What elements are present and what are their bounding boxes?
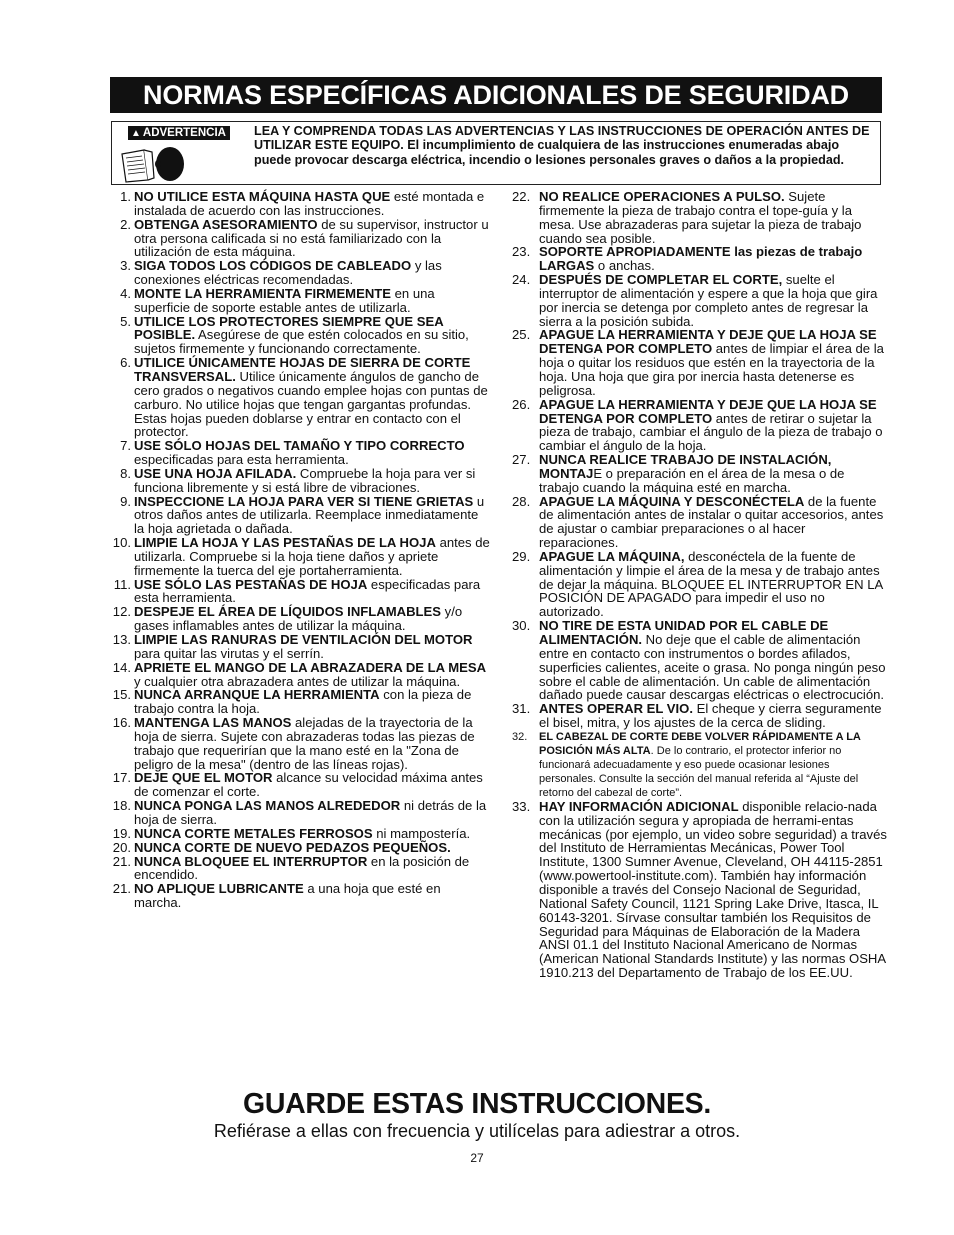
item-text: Asegúrese de que estén colocados en su sitio, sujetos firmemente y funcionando correctamente.: [134, 327, 469, 357]
item-bold-text: NUNCA REALICE TRABAJO DE INSTALACIÓN, MONTAJ: [539, 452, 832, 481]
list-item: [512, 495, 887, 550]
item-text: No deje que el cable de alimentación entre en contacto con instrumentos o bordes afilados, superficies calientes, aceite o grasa. No ponga ningún peso sobre el cable de alimentación. Un cable de alimentación dañado puede causar descargas eléctricas o electrocución.: [539, 632, 886, 703]
list-item: [110, 190, 490, 218]
item-number: 5.: [120, 313, 131, 329]
list-item: [512, 453, 887, 495]
list-item: [512, 398, 887, 453]
item-text: antes de retirar o sujetar la pieza de trabajo, cambiar el ángulo de la pieza de trabajo o cambiar el ángulo de la hoja.: [539, 410, 883, 454]
item-bold-text: LIMPIE LA HOJA Y LAS PESTAÑAS DE LA HOJA: [134, 535, 436, 551]
item-bold-text: DEJE QUE EL MOTOR: [134, 770, 273, 786]
item-bold-text: NO REALICE OPERACIONES A PULSO.: [539, 189, 785, 204]
list-item: [512, 245, 887, 273]
item-number: 16.: [112, 715, 131, 731]
item-number: 10.: [112, 535, 131, 551]
item-text: con la pieza de trabajo contra la hoja.: [134, 687, 472, 717]
item-bold-text: SIGA TODOS LOS CÓDIGOS DE CABLEADO: [134, 258, 412, 274]
item-number: 19.: [112, 825, 131, 841]
item-bold-text: OBTENGA ASESORAMIENTO: [134, 216, 318, 232]
item-text: de la fuente de alimentación antes de instalar o quitar accesorios, antes de ajustar o cambiar preparaciones o al hacer reparaciones.: [539, 493, 884, 551]
list-item: [110, 841, 490, 855]
list-item: [110, 578, 490, 606]
warning-badge-label: ADVERTENCIA: [142, 127, 226, 139]
item-text: alejadas de la trayectoria de la hoja de sierra. Sujete con abrazaderas todas las piezas de trabajo que requerirían que la mano esté en la "Zona de peligro de la mesa" (dentro de las líneas rojas).: [134, 715, 475, 772]
item-text: en la posición de encendido.: [134, 853, 470, 883]
list-item: [110, 287, 490, 315]
list-item: [110, 799, 490, 827]
list-item: [110, 536, 490, 578]
list-item: [110, 467, 490, 495]
item-text: para quitar las virutas y el serrín.: [134, 645, 324, 661]
item-bold-text: APRIETE EL MANGO DE LA ABRAZADERA DE LA MESA: [134, 659, 487, 675]
item-text: y las conexiones eléctricas recomendadas.: [134, 258, 442, 288]
item-bold-text: INSPECCIONE LA HOJA PARA VER SI TIENE GRIETAS: [134, 493, 474, 509]
warning-box: [111, 121, 881, 185]
item-number: 13.: [112, 632, 131, 647]
item-text: u otros daños antes de utilizarla. Reemplace inmediatamente la hoja agrietada o dañada.: [134, 493, 485, 537]
list-item: [110, 605, 490, 633]
list-item: [512, 702, 887, 730]
header-banner: [110, 77, 882, 113]
page-title: NORMAS ESPECÍFICAS ADICIONALES DE SEGURIDAD: [143, 79, 849, 110]
item-text: especificadas para esta herramienta.: [134, 452, 349, 468]
list-item: [110, 882, 490, 910]
item-number: 8.: [120, 465, 131, 481]
item-bold-text: ANTES OPERAR EL VIO.: [539, 701, 693, 717]
item-bold-text: HAY INFORMACIÓN ADICIONAL: [539, 798, 739, 814]
item-bold-text: MANTENGA LAS MANOS: [134, 715, 292, 731]
footer-subtitle: Refiérase a ellas con frecuencia y utilícelas para adiestrar a otros.: [213, 1121, 741, 1141]
item-number: 3.: [120, 258, 131, 274]
item-number: 31.: [512, 701, 531, 717]
item-number: 7.: [120, 438, 131, 454]
item-number: 17.: [112, 770, 131, 786]
right-column: [512, 190, 887, 980]
item-bold-text: NUNCA CORTE DE NUEVO PEDAZOS PEQUEÑOS.: [134, 839, 451, 855]
item-number: 18.: [112, 798, 131, 814]
item-text: suelte el interruptor de alimentación y espere a que la hoja que gira por inercia se detenga por completo antes de regresar la sierra a la posición subida.: [539, 272, 878, 329]
item-bold-text: EL CABEZAL DE CORTE DEBE VOLVER RÁPIDAMENTE A LA POSICIÓN MÁS ALTA: [539, 730, 861, 757]
item-number: 28.: [512, 493, 531, 509]
item-bold-text: USE SÓLO HOJAS DEL TAMAÑO Y TIPO CORRECTO: [134, 438, 465, 454]
item-bold-text: LIMPIE LAS RANURAS DE VENTILACIÓN DEL MOTOR: [134, 632, 473, 647]
item-bold-text: USE SÓLO LAS PESTAÑAS DE HOJA: [134, 576, 368, 592]
item-number: 22.: [512, 189, 531, 204]
item-bold-text: UTILICE ÚNICAMENTE HOJAS DE SIERRA DE CORTE TRANSVERSAL.: [134, 355, 471, 384]
item-text: alcance su velocidad máxima antes de comenzar el corte.: [134, 770, 483, 800]
item-number: 21.: [112, 853, 131, 869]
list-item: [110, 439, 490, 467]
item-text: Sujete firmemente la pieza de trabajo contra el tope-guía y la mesa. Use abrazaderas para sujetar la pieza de trabajo cuando sea posible.: [539, 189, 862, 246]
item-text: y/o gases inflamables antes de utilizar la máquina.: [134, 604, 463, 634]
list-item: [110, 495, 490, 537]
item-text: ni mampostería.: [372, 825, 471, 841]
item-text: antes de limpiar el área de la hoja o quitar los residuos que estén en la trayectoria de la hoja. Una hoja que gira por inercia hasta detenerse es peligrosa.: [539, 341, 884, 398]
list-item: [110, 716, 490, 771]
item-number: 32.: [512, 730, 528, 743]
list-item: [110, 661, 490, 689]
item-bold-text: DESPUÉS DE COMPLETAR EL CORTE,: [539, 272, 783, 288]
left-column: [110, 190, 490, 910]
item-bold-text: MONTE LA HERRAMIENTA FIRMEMENTE: [134, 285, 392, 301]
item-number: 23.: [512, 244, 531, 260]
item-number: 11.: [113, 576, 131, 592]
item-number: 12.: [112, 604, 131, 620]
item-text: esté montada e instalada de acuerdo con las instrucciones.: [134, 189, 485, 218]
item-text: de su supervisor, instructor u otra persona calificada si no está familiarizado con la utilización de esta máquina.: [134, 216, 489, 260]
list-item: [110, 356, 490, 439]
list-item: [512, 550, 887, 619]
item-number: 27.: [512, 452, 531, 468]
list-item: [512, 800, 887, 980]
page-number: 27: [470, 1151, 484, 1165]
item-text: . De lo contrario, el protector inferior no funcionará adecuadamente y eso puede ocasionar lesiones personales. Consulte la sección del manual referida al “Ajuste del retorno del cabezal de corte”.: [539, 744, 859, 799]
item-number: 29.: [512, 548, 531, 564]
item-bold-text: NO UTILICE ESTA MÁQUINA HASTA QUE: [134, 189, 391, 204]
item-bold-text: APAGUE LA HERRAMIENTA Y DEJE QUE LA HOJA SE DETENGA POR COMPLETO: [539, 396, 877, 426]
item-bold-text: NUNCA ARRANQUE LA HERRAMIENTA: [134, 687, 380, 703]
item-number: 26.: [512, 396, 531, 412]
list-item: [512, 730, 887, 800]
list-item: [110, 771, 490, 799]
item-bold-text: NUNCA PONGA LAS MANOS ALREDEDOR: [134, 798, 401, 814]
item-bold-text: SOPORTE APROPIADAMENTE las piezas de trabajo LARGAS: [539, 244, 863, 274]
item-text: Compruebe la hoja para ver si funciona libremente y si está libre de vibraciones.: [134, 465, 476, 495]
item-number: 2.: [120, 216, 131, 232]
item-number: 20.: [112, 839, 131, 855]
item-number: 9.: [120, 493, 131, 509]
item-text: E o preparación en el área de la mesa o de trabajo cuando la máquina esté en marcha.: [539, 465, 845, 495]
item-number: 14.: [112, 659, 131, 675]
item-bold-text: APAGUE LA MÁQUINA Y DESCONÉCTELA: [539, 493, 805, 509]
item-bold-text: APAGUE LA MÁQUINA,: [539, 548, 685, 564]
list-item: [512, 190, 887, 245]
item-number: 6.: [120, 355, 131, 371]
item-number: 4.: [120, 285, 131, 301]
list-item: [512, 273, 887, 328]
item-text: a una hoja que esté en marcha.: [134, 881, 441, 911]
item-bold-text: NO TIRE DE ESTA UNIDAD POR EL CABLE DE ALIMENTACIÓN.: [539, 618, 829, 647]
item-bold-text: USE UNA HOJA AFILADA.: [134, 465, 297, 481]
list-item: [110, 827, 490, 841]
item-text: disponible relacio-nada con la utilización segura y apropiada de herrami-entas mecánicas (por ejemplo, un video sobre seguridad) a través del Instituto de Herramientas Mecánicas, Power Tool Institute, 1300 Sumner Avenue, Cleveland, OH 44115-2851 (www.powertool-institute.com). También hay información disponible a través del Consejo Nacional de Seguridad, National Safety Council, 1121 Spring Lake Drive, Itasca, IL 60143-3201. Sírvase consultar también los Requisitos de Seguridad para Máquinas de Elaboración de la Madera ANSI 01.1 del Instituto Nacional Americano de Normas (American National Standards Institute) y las normas OSHA 1910.213 del Departamento de Trabajo de los EE.UU.: [539, 798, 887, 981]
item-text: en una superficie de soporte estable antes de utilizarla.: [134, 285, 435, 315]
item-number: 33.: [512, 798, 531, 814]
item-bold-text: APAGUE LA HERRAMIENTA Y DEJE QUE LA HOJA SE DETENGA POR COMPLETO: [539, 327, 877, 357]
item-text: ni detrás de la hoja de sierra.: [134, 798, 487, 827]
item-text: El cheque y cierra seguramente el bisel, mitra, y los ajustes de la cerca de sliding.: [539, 701, 882, 731]
item-text: Utilice únicamente ángulos de gancho de cero grados o negativos cuando emplee hojas con puntas de carburo. No utilice hojas que tengan gargantas profundas. Estas hojas pueden doblarse y entrar en contacto con el protector.: [134, 368, 488, 440]
item-number: 15.: [112, 687, 131, 703]
list-item: [110, 855, 490, 883]
list-item: [110, 259, 490, 287]
item-bold-text: NO APLIQUE LUBRICANTE: [134, 881, 304, 897]
list-item: [512, 619, 887, 702]
item-bold-text: DESPEJE EL ÁREA DE LÍQUIDOS INFLAMABLES: [134, 604, 442, 620]
item-text: antes de utilizarla. Compruebe si la hoja tiene daños y apriete firmemente la tuerca del eje portaherramienta.: [134, 535, 490, 578]
item-number: 21.: [112, 881, 131, 897]
item-text: o anchas.: [594, 258, 655, 274]
warning-badge: [128, 126, 230, 140]
item-bold-text: NUNCA CORTE METALES FERROSOS: [134, 825, 373, 841]
manual-reading-icon: [118, 144, 188, 184]
item-text: desconéctela de la fuente de alimentación y limpie el área de la mesa y de trabajo antes de dejar la máquina. BLOQUEE EL INTERRUPTOR EN LA POSICIÓN DE APAGADO para impedir el uso no autorizado.: [539, 548, 883, 620]
list-item: [110, 688, 490, 716]
item-number: 25.: [512, 327, 531, 343]
item-number: 1.: [120, 189, 131, 204]
list-item: [110, 218, 490, 260]
footer-title: GUARDE ESTAS INSTRUCCIONES.: [243, 1088, 711, 1120]
item-text: especificadas para esta herramienta.: [134, 576, 481, 606]
item-number: 30.: [512, 618, 531, 634]
item-text: y cualquier otra abrazadera antes de utilizar la máquina.: [134, 673, 461, 689]
list-item: [110, 315, 490, 357]
list-item: [110, 633, 490, 661]
item-number: 24.: [512, 272, 531, 288]
list-item: [512, 328, 887, 397]
item-bold-text: NUNCA BLOQUEE EL INTERRUPTOR: [134, 853, 368, 869]
warning-triangle-icon: ▲: [131, 127, 141, 139]
item-bold-text: UTILICE LOS PROTECTORES SIEMPRE QUE SEA POSIBLE.: [134, 313, 444, 343]
warning-text: LEA Y COMPRENDA TODAS LAS ADVERTENCIAS Y LAS INSTRUCCIONES DE OPERACIÓN ANTES DE UTILIZAR ESTE EQUIPO. El incumplimiento de cualquiera de las instrucciones enumeradas abajo puede provocar descarga eléctrica, incendio o lesiones personales graves o daños a la propiedad.: [254, 124, 870, 167]
